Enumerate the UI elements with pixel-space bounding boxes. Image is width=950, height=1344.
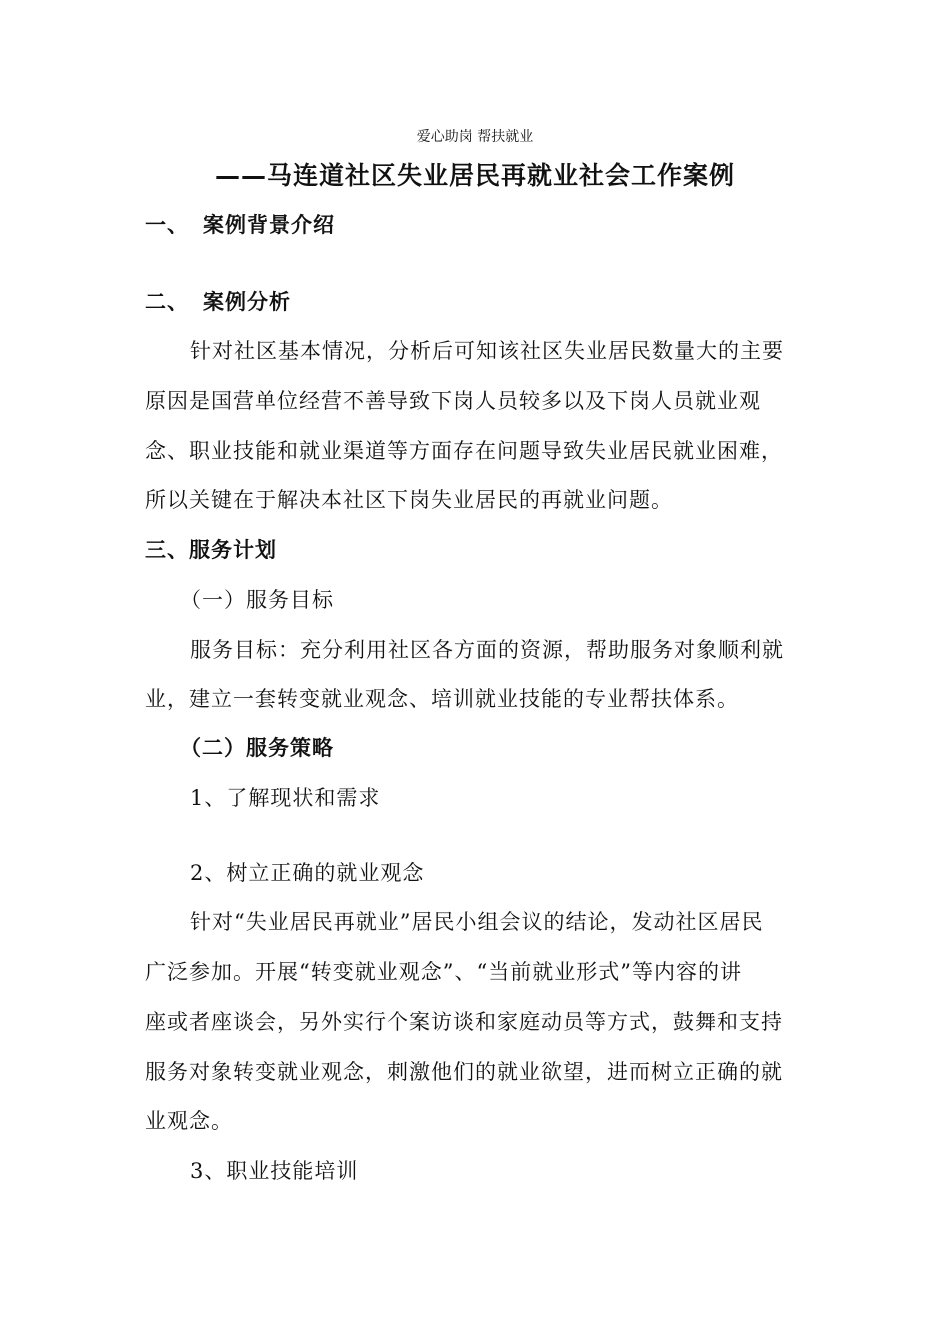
strategy-item-2: 2、树立正确的就业观念 bbox=[190, 861, 425, 885]
strategy-item-2-line: 广泛参加。开展“转变就业观念”、“当前就业形式”等内容的讲 bbox=[145, 960, 742, 984]
section2-paragraph-line: 所以关键在于解决本社区下岗失业居民的再就业问题。 bbox=[145, 488, 673, 512]
section1-number: 一、 bbox=[145, 212, 189, 237]
strategy-item-2-line: 业观念。 bbox=[145, 1109, 233, 1133]
section3-heading: 三、服务计划 bbox=[145, 537, 277, 562]
section2-paragraph-line: 原因是国营单位经营不善导致下岗人员较多以及下岗人员就业观 bbox=[145, 389, 761, 413]
strategy-item-2-line: 服务对象转变就业观念，刺激他们的就业欲望，进而树立正确的就 bbox=[145, 1060, 783, 1084]
section2-paragraph-line: 念、职业技能和就业渠道等方面存在问题导致失业居民就业困难， bbox=[145, 439, 783, 463]
section3-sub1-paragraph-line: 服务目标：充分利用社区各方面的资源，帮助服务对象顺利就 bbox=[190, 638, 784, 662]
document-title: ——马连道社区失业居民再就业社会工作案例 bbox=[214, 161, 735, 190]
section2-heading: 案例分析 bbox=[203, 289, 291, 314]
section3-sub1-paragraph-line: 业，建立一套转变就业观念、培训就业技能的专业帮扶体系。 bbox=[145, 687, 739, 711]
strategy-item-3: 3、职业技能培训 bbox=[190, 1159, 359, 1183]
section2-paragraph-line: 针对社区基本情况，分析后可知该社区失业居民数量大的主要 bbox=[190, 339, 784, 363]
strategy-item-1: 1、了解现状和需求 bbox=[190, 786, 381, 810]
strategy-item-2-line: 针对“失业居民再就业”居民小组会议的结论，发动社区居民 bbox=[190, 910, 764, 934]
section2-number: 二、 bbox=[145, 289, 189, 314]
section3-sub1-heading: （一）服务目标 bbox=[180, 588, 334, 612]
document-subtitle: 爱心助岗 帮扶就业 bbox=[416, 129, 534, 145]
strategy-item-2-line: 座或者座谈会，另外实行个案访谈和家庭动员等方式，鼓舞和支持 bbox=[145, 1010, 783, 1034]
section1-heading: 案例背景介绍 bbox=[203, 212, 335, 237]
section3-sub2-heading: （二）服务策略 bbox=[180, 735, 334, 760]
